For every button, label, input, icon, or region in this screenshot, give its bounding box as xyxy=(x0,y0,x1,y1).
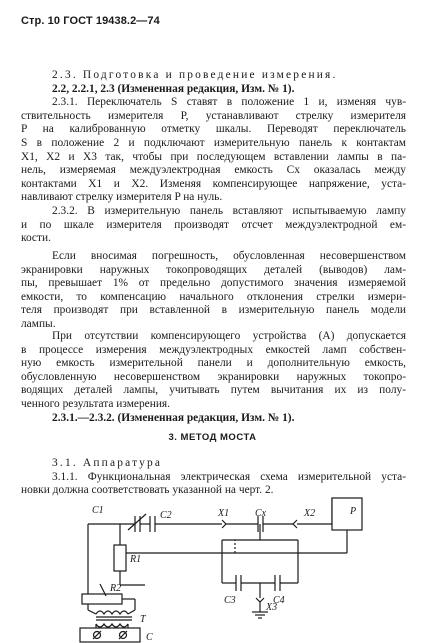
text-line: 2.2, 2.2.1, 2.3 (Измененная редакция, Изм. № 1). xyxy=(52,82,295,95)
transformer-primary xyxy=(96,611,128,614)
text-line: 2.3.1. Переключатель S ставят в положение 1 и, изменяя чув- xyxy=(52,96,406,109)
text-line: теля производят при вставленной в измерительную панель модели xyxy=(21,304,406,317)
connector-x2 xyxy=(293,520,297,528)
text-line: 3.1.1. Функциональная электрическая схема измерительной уста- xyxy=(52,470,406,483)
text-line: 2.3. Подготовка и проведение измерения. xyxy=(52,69,338,81)
text-line: емкости, то компенсацию начального отклонения стрелки измери- xyxy=(21,290,406,303)
label-x2: X2 xyxy=(304,508,316,519)
label-c4: C4 xyxy=(273,595,285,606)
page-header: Стр. 10 ГОСТ 19438.2—74 xyxy=(21,15,160,27)
resistor-r2 xyxy=(82,594,122,604)
connector-x3 xyxy=(256,598,264,602)
text-line: Если вносимая погрешность, обусловленная несовершенством xyxy=(52,250,406,262)
label-t: T xyxy=(140,614,146,625)
text-line: X1, X2 и X3 так, чтобы при последующем вставлении лампы в па- xyxy=(21,150,406,163)
text-line: и по шкале измерителя производят отсчет междуэлектродной ем- xyxy=(21,218,406,231)
section-title: 3. МЕТОД МОСТА xyxy=(168,432,257,443)
text-line: 3.1. Аппаратура xyxy=(52,457,163,469)
text-line: новки должна соответствовать указанной на черт. 2. xyxy=(21,484,274,497)
label-r2: R2 xyxy=(110,583,122,594)
label-x1: X1 xyxy=(218,508,230,519)
label-p: P xyxy=(350,506,357,517)
label-r1: R1 xyxy=(130,554,142,565)
text-line: обусловленную несовершенством экранировки наружных токопро- xyxy=(21,370,406,383)
label-c1: C1 xyxy=(92,505,104,516)
text-line: пы, превышает 1% от предельно допустимого значения измеряемой xyxy=(21,277,406,290)
text-line: контактами X1 и X2. Изменяя компенсирующее напряжение, уста- xyxy=(21,177,406,190)
label-c2: C2 xyxy=(160,510,172,521)
source-c xyxy=(80,628,140,642)
capacitor-c1-variable-arrow xyxy=(128,514,146,530)
text-line: в процессе измерения междуэлектродных емкостей ламп собствен- xyxy=(21,343,406,356)
text-line: нель, измеряемая междуэлектродная емкость Cx оказалась между xyxy=(21,164,406,177)
text-line: 2.3.1.—2.3.2. (Измененная редакция, Изм. № 1). xyxy=(52,411,295,424)
text-line: P на калиброванную отметку шкалы. Переводят переключатель xyxy=(21,123,406,136)
text-line: навливают стрелку измерителя P на нуль. xyxy=(21,191,223,204)
text-line: При отсутствии компенсирующего устройства (A) допускается xyxy=(52,330,406,342)
text-line: S в положение 2 и подключают измерительную панель к контактам xyxy=(21,136,406,149)
text-line: водящих деталей лампы, учитывать путем вычитания их из полу- xyxy=(21,384,406,397)
text-line: ствительность измерителя P, устанавливают стрелку измерителя xyxy=(21,109,406,122)
label-c: C xyxy=(146,632,153,643)
meter-p xyxy=(332,498,362,530)
text-line: экранировки наружных токопроводящих деталей (выводов) лам- xyxy=(21,263,406,276)
label-x3: X3 xyxy=(266,602,278,613)
text-line: лампы. xyxy=(21,317,56,330)
transformer-secondary xyxy=(96,624,128,627)
text-line: 2.3.2. В измерительную панель вставляют испытываемую лампу xyxy=(52,204,406,217)
label-cx: Cx xyxy=(255,508,267,519)
text-line: ченного результата измерения. xyxy=(21,397,171,410)
text-line: ную емкость измерительной панели и дополнительную емкость, xyxy=(21,357,406,370)
resistor-r1 xyxy=(114,545,126,571)
label-c3: C3 xyxy=(224,595,236,606)
text-line: кости. xyxy=(21,232,51,245)
connector-x1 xyxy=(222,520,226,528)
